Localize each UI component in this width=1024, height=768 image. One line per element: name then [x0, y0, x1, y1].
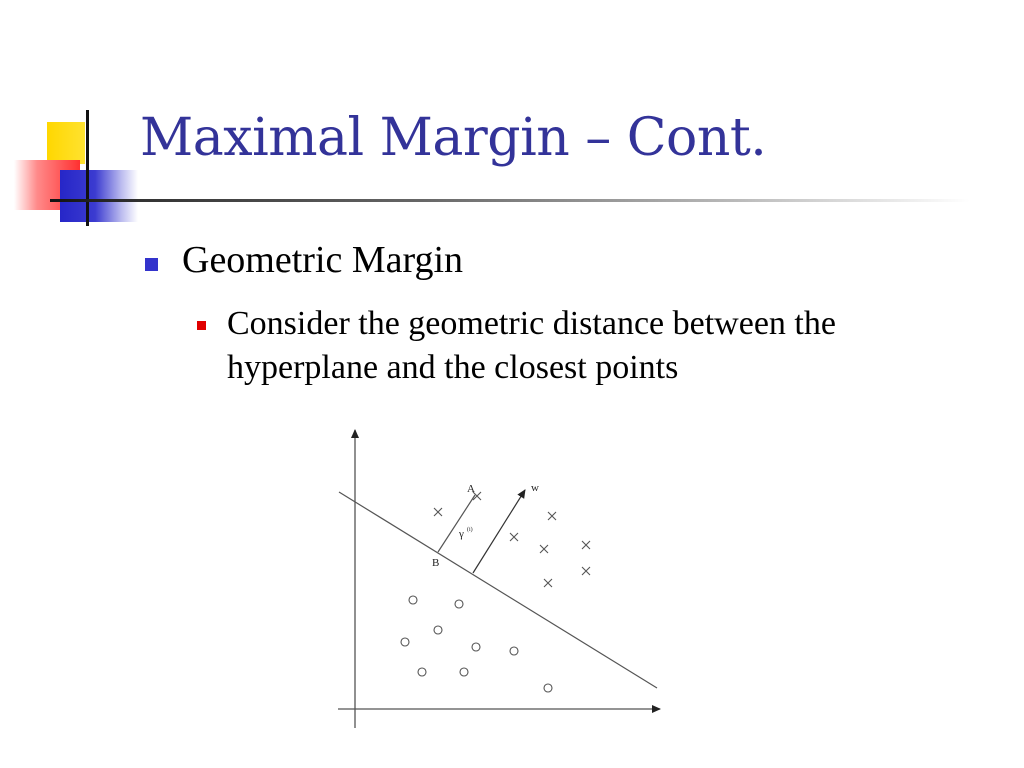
geometric-margin-diagram [330, 418, 675, 733]
label-b: B [432, 557, 440, 569]
x-marker [540, 545, 548, 553]
decorative-vertical-line [86, 110, 89, 226]
x-marker [510, 533, 518, 541]
decorative-yellow-square [47, 122, 85, 164]
o-marker [418, 668, 426, 676]
o-marker [409, 596, 417, 604]
o-marker [472, 643, 480, 651]
distance-segment-a-b [438, 495, 475, 552]
o-marker [455, 600, 463, 608]
o-marker [401, 638, 409, 646]
normal-vector-w-arrow [473, 490, 525, 573]
x-marker [582, 567, 590, 575]
o-marker [510, 647, 518, 655]
bullet-level2-text: Consider the geometric distance between the hyperplane and the closest points [227, 305, 836, 386]
o-marker [460, 668, 468, 676]
label-a: A [467, 483, 475, 495]
hyperplane-line [339, 492, 657, 688]
label-gamma-superscript: (i) [467, 527, 473, 533]
slide-title: Maximal Margin – Cont. [140, 108, 767, 168]
bullet-level1-text: Geometric Margin [182, 239, 464, 281]
bullet-level2-marker [197, 321, 206, 330]
o-marker [544, 684, 552, 692]
o-marker [434, 626, 442, 634]
label-gamma: γ [459, 528, 464, 540]
x-marker [544, 579, 552, 587]
x-marker [548, 512, 556, 520]
title-underline [50, 199, 970, 202]
label-w: w [531, 482, 539, 494]
x-marker [434, 508, 442, 516]
bullet-level1-marker [145, 258, 158, 271]
decorative-blue-square [60, 170, 138, 222]
x-marker [582, 541, 590, 549]
